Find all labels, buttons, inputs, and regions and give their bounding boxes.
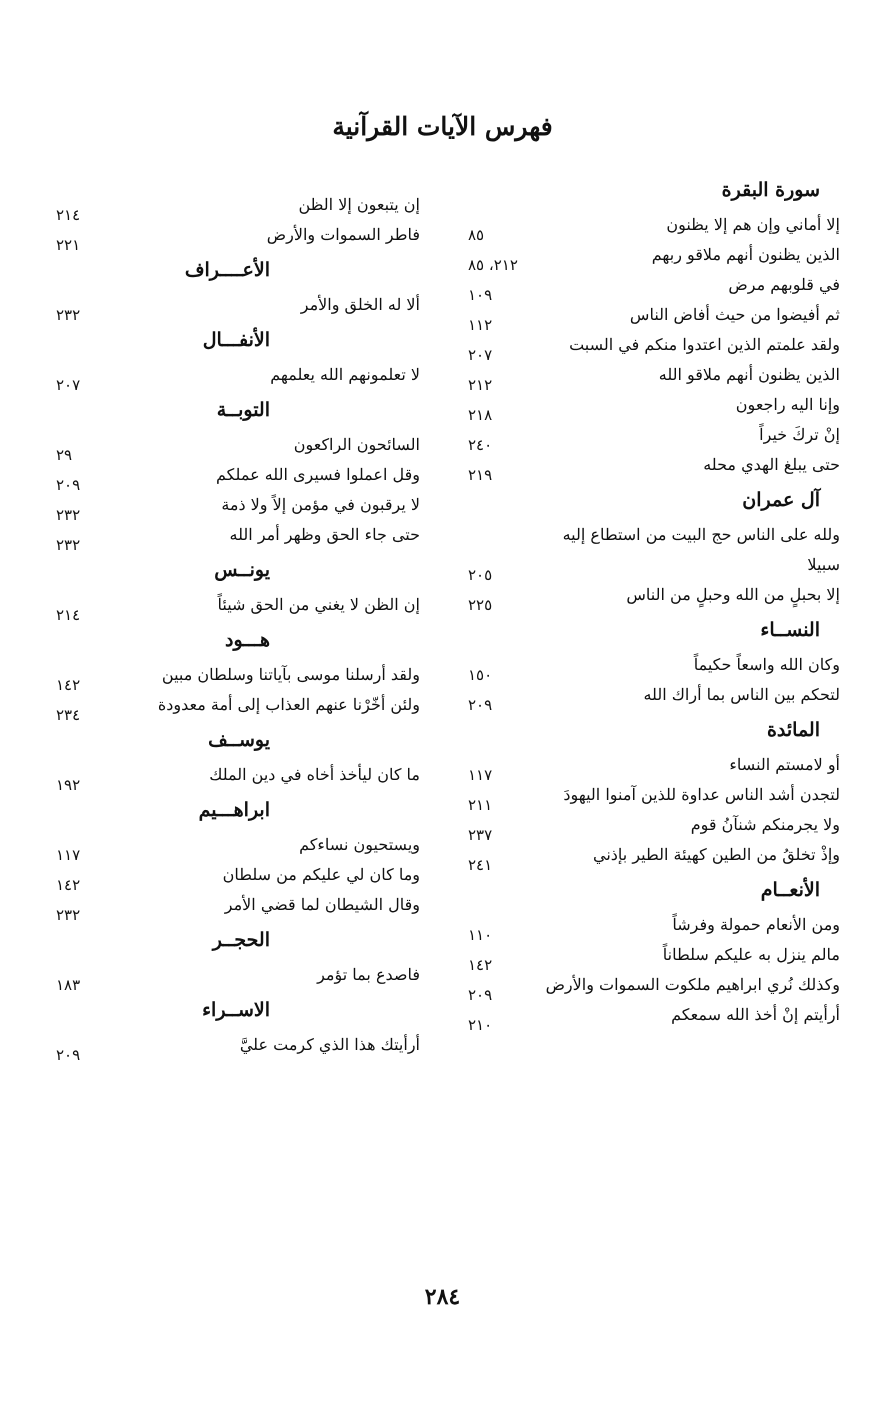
left-column	[40, 190, 420, 1064]
page-reference: ٢٠٩	[468, 986, 493, 1004]
surah-heading: الاســراء	[202, 999, 270, 1021]
verse-entry	[40, 960, 420, 994]
verse-entry	[40, 220, 420, 254]
verse-text: ويستحيون نساءكم	[299, 835, 420, 854]
verse-entry	[440, 520, 840, 584]
page-reference: ٢٠٩	[56, 476, 81, 494]
page-reference: ٢٣٧	[468, 826, 493, 844]
verse-text: فاصدع بما تؤمر	[317, 965, 420, 984]
page-reference: ٢٠٧	[56, 376, 81, 394]
verse-text: ولله على الناس حج البيت من استطاع إليه سبيلا	[562, 525, 840, 574]
page-reference: ٢١٢، ٨٥	[468, 256, 518, 274]
surah-heading: ابراهـــيم	[198, 799, 270, 821]
page-reference: ١٤٢	[56, 876, 81, 894]
page-reference: ٢٣٢	[56, 306, 81, 324]
page-reference: ٢٣٢	[56, 536, 81, 554]
page-reference: ٢١٤	[56, 606, 81, 624]
page-reference: ٢١٨	[468, 406, 493, 424]
verse-entry	[440, 300, 840, 334]
verse-entry	[440, 840, 840, 874]
verse-entry	[440, 450, 840, 484]
page-reference: ٢٠٥	[468, 566, 493, 584]
page-reference: ٢٤٠	[468, 436, 493, 454]
verse-entry	[440, 650, 840, 684]
verse-text: في قلوبهم مرض	[728, 275, 840, 294]
surah-heading: سورة البقرة	[721, 179, 820, 201]
verse-text: وإنا اليه راجعون	[735, 395, 840, 414]
page-number: ٢٨٤	[424, 1284, 461, 1310]
verse-entry	[40, 760, 420, 794]
verse-text: ولقد علمتم الذين اعتدوا منكم في السبت	[569, 335, 840, 354]
surah-heading: هـــود	[225, 629, 270, 651]
page-reference: ٢٣٢	[56, 506, 81, 524]
page-reference: ٢٠٧	[468, 346, 493, 364]
page-reference: ٢٠٩	[468, 696, 493, 714]
page-reference: ١٩٢	[56, 776, 81, 794]
verse-text: ولا يجرمنكم شنآنُ قوم	[690, 815, 840, 834]
page-reference: ٢٢٥	[468, 596, 493, 614]
verse-text: لتحكم بين الناس بما أراك الله	[643, 685, 840, 704]
verse-entry	[40, 290, 420, 324]
verse-entry	[40, 890, 420, 924]
verse-text: حتى يبلغ الهدي محله	[703, 455, 840, 474]
verse-entry	[40, 460, 420, 494]
verse-entry	[440, 240, 840, 274]
verse-text: لتجدن أشد الناس عداوة للذين آمنوا اليهودَ	[563, 785, 840, 804]
verse-text: حتى جاء الحق وظهر أمر الله	[229, 525, 420, 544]
verse-entry	[440, 580, 840, 614]
page-reference: ٢١٩	[468, 466, 493, 484]
verse-entry	[440, 910, 840, 944]
surah-heading: التوبــة	[216, 399, 270, 421]
verse-entry	[440, 750, 840, 784]
page-reference: ١١٢	[468, 316, 493, 334]
page-reference: ٢٩	[56, 446, 73, 464]
verse-entry	[440, 1000, 840, 1034]
verse-entry	[440, 390, 840, 424]
surah-heading: الأعــــراف	[184, 259, 270, 281]
verse-entry	[40, 690, 420, 724]
page-reference: ١٥٠	[468, 666, 493, 684]
verse-text: السائحون الراكعون	[293, 435, 420, 454]
page-reference: ٢١٢	[468, 376, 493, 394]
page-reference: ٨٥	[468, 226, 485, 244]
surah-heading: الأنفـــال	[202, 329, 270, 351]
page-reference: ٢٤١	[468, 856, 493, 874]
verse-text: أو لامستم النساء	[729, 755, 840, 774]
verse-text: إلا بحبلٍ من الله وحبلٍ من الناس	[626, 585, 840, 604]
page-reference: ١٨٣	[56, 976, 81, 994]
verse-text: ألا له الخلق والأمر	[300, 295, 420, 314]
page-reference: ٢١١	[468, 796, 493, 814]
verse-text: ولقد أرسلنا موسى بآياتنا وسلطان مبين	[161, 665, 420, 684]
page-reference: ٢٣٢	[56, 906, 81, 924]
verse-entry	[40, 590, 420, 624]
page-reference: ١١٧	[468, 766, 493, 784]
verse-entry	[40, 660, 420, 694]
verse-entry	[40, 860, 420, 894]
verse-entry	[440, 330, 840, 364]
verse-entry	[440, 970, 840, 1004]
page-reference: ١١٠	[468, 926, 493, 944]
verse-entry	[440, 360, 840, 394]
verse-text: وما كان لي عليكم من سلطان	[222, 865, 420, 884]
verse-entry	[440, 940, 840, 974]
verse-entry	[440, 810, 840, 844]
page-reference: ٢١٤	[56, 206, 81, 224]
page-reference: ٢٢١	[56, 236, 81, 254]
verse-entry	[40, 360, 420, 394]
page-reference: ١٠٩	[468, 286, 493, 304]
surah-heading: الحجــر	[212, 929, 270, 951]
verse-entry	[440, 680, 840, 714]
surah-heading: النســاء	[760, 619, 820, 641]
verse-text: ومن الأنعام حمولة وفرشاً	[672, 915, 840, 934]
page-reference: ٢٠٩	[56, 1046, 81, 1064]
surah-heading: آل عمران	[742, 489, 820, 511]
verse-text: إن يتبعون إلا الظن	[298, 195, 420, 214]
verse-text: وقال الشيطان لما قضي الأمر	[224, 895, 420, 914]
verse-entry	[40, 520, 420, 554]
verse-text: فاطر السموات والأرض	[266, 225, 420, 244]
verse-text: لا يرقبون في مؤمن إلاً ولا ذمة	[221, 495, 420, 514]
verse-entry	[40, 430, 420, 464]
page-title: فهرس الآيات القرآنية	[332, 112, 553, 141]
verse-entry	[440, 420, 840, 454]
verse-entry	[40, 190, 420, 224]
verse-entry	[440, 780, 840, 814]
verse-text: أرأيتم إنْ أخذ الله سمعكم	[671, 1005, 840, 1024]
surah-heading: يونــس	[214, 559, 270, 581]
verse-text: وكان الله واسعاً حكيماً	[693, 655, 840, 674]
verse-text: الذين يظنون أنهم ملاقو الله	[658, 365, 840, 384]
page-reference: ٢١٠	[468, 1016, 493, 1034]
page-reference: ٢٣٤	[56, 706, 81, 724]
verse-text: إلا أماني وإن هم إلا يظنون	[666, 215, 840, 234]
verse-entry	[40, 490, 420, 524]
page-reference: ١٤٢	[468, 956, 493, 974]
page-reference: ١١٧	[56, 846, 81, 864]
verse-entry	[40, 830, 420, 864]
page-reference: ١٤٢	[56, 676, 81, 694]
verse-text: ما كان ليأخذ أخاه في دين الملك	[209, 765, 420, 784]
verse-text: وإذْ تخلقُ من الطين كهيئة الطير بإذني	[592, 845, 840, 864]
verse-entry	[440, 270, 840, 304]
verse-text: وقل اعملوا فسيرى الله عملكم	[216, 465, 420, 484]
verse-text: وكذلك نُري ابراهيم ملكوت السموات والأرض	[545, 975, 840, 994]
verse-text: ثم أفيضوا من حيث أفاض الناس	[629, 305, 840, 324]
verse-text: إنْ تركَ خيراً	[759, 425, 840, 444]
verse-entry	[40, 1030, 420, 1064]
verse-text: لا تعلمونهم الله يعلمهم	[270, 365, 420, 384]
verse-entry	[440, 210, 840, 244]
surah-heading: المائدة	[766, 719, 820, 741]
verse-text: الذين يظنون أنهم ملاقو ربهم	[651, 245, 840, 264]
verse-text: أرأيتك هذا الذي كرمت عليَّ	[239, 1035, 420, 1054]
verse-text: مالم ينزل به عليكم سلطاناً	[662, 945, 840, 964]
surah-heading: الأنعــام	[760, 879, 820, 901]
surah-heading: يوســف	[208, 729, 270, 751]
verse-text: إن الظن لا يغني من الحق شيئاً	[217, 595, 420, 614]
verse-text: ولئن أخّرْنا عنهم العذاب إلى أمة معدودة	[157, 695, 420, 714]
right-column	[440, 170, 840, 1034]
